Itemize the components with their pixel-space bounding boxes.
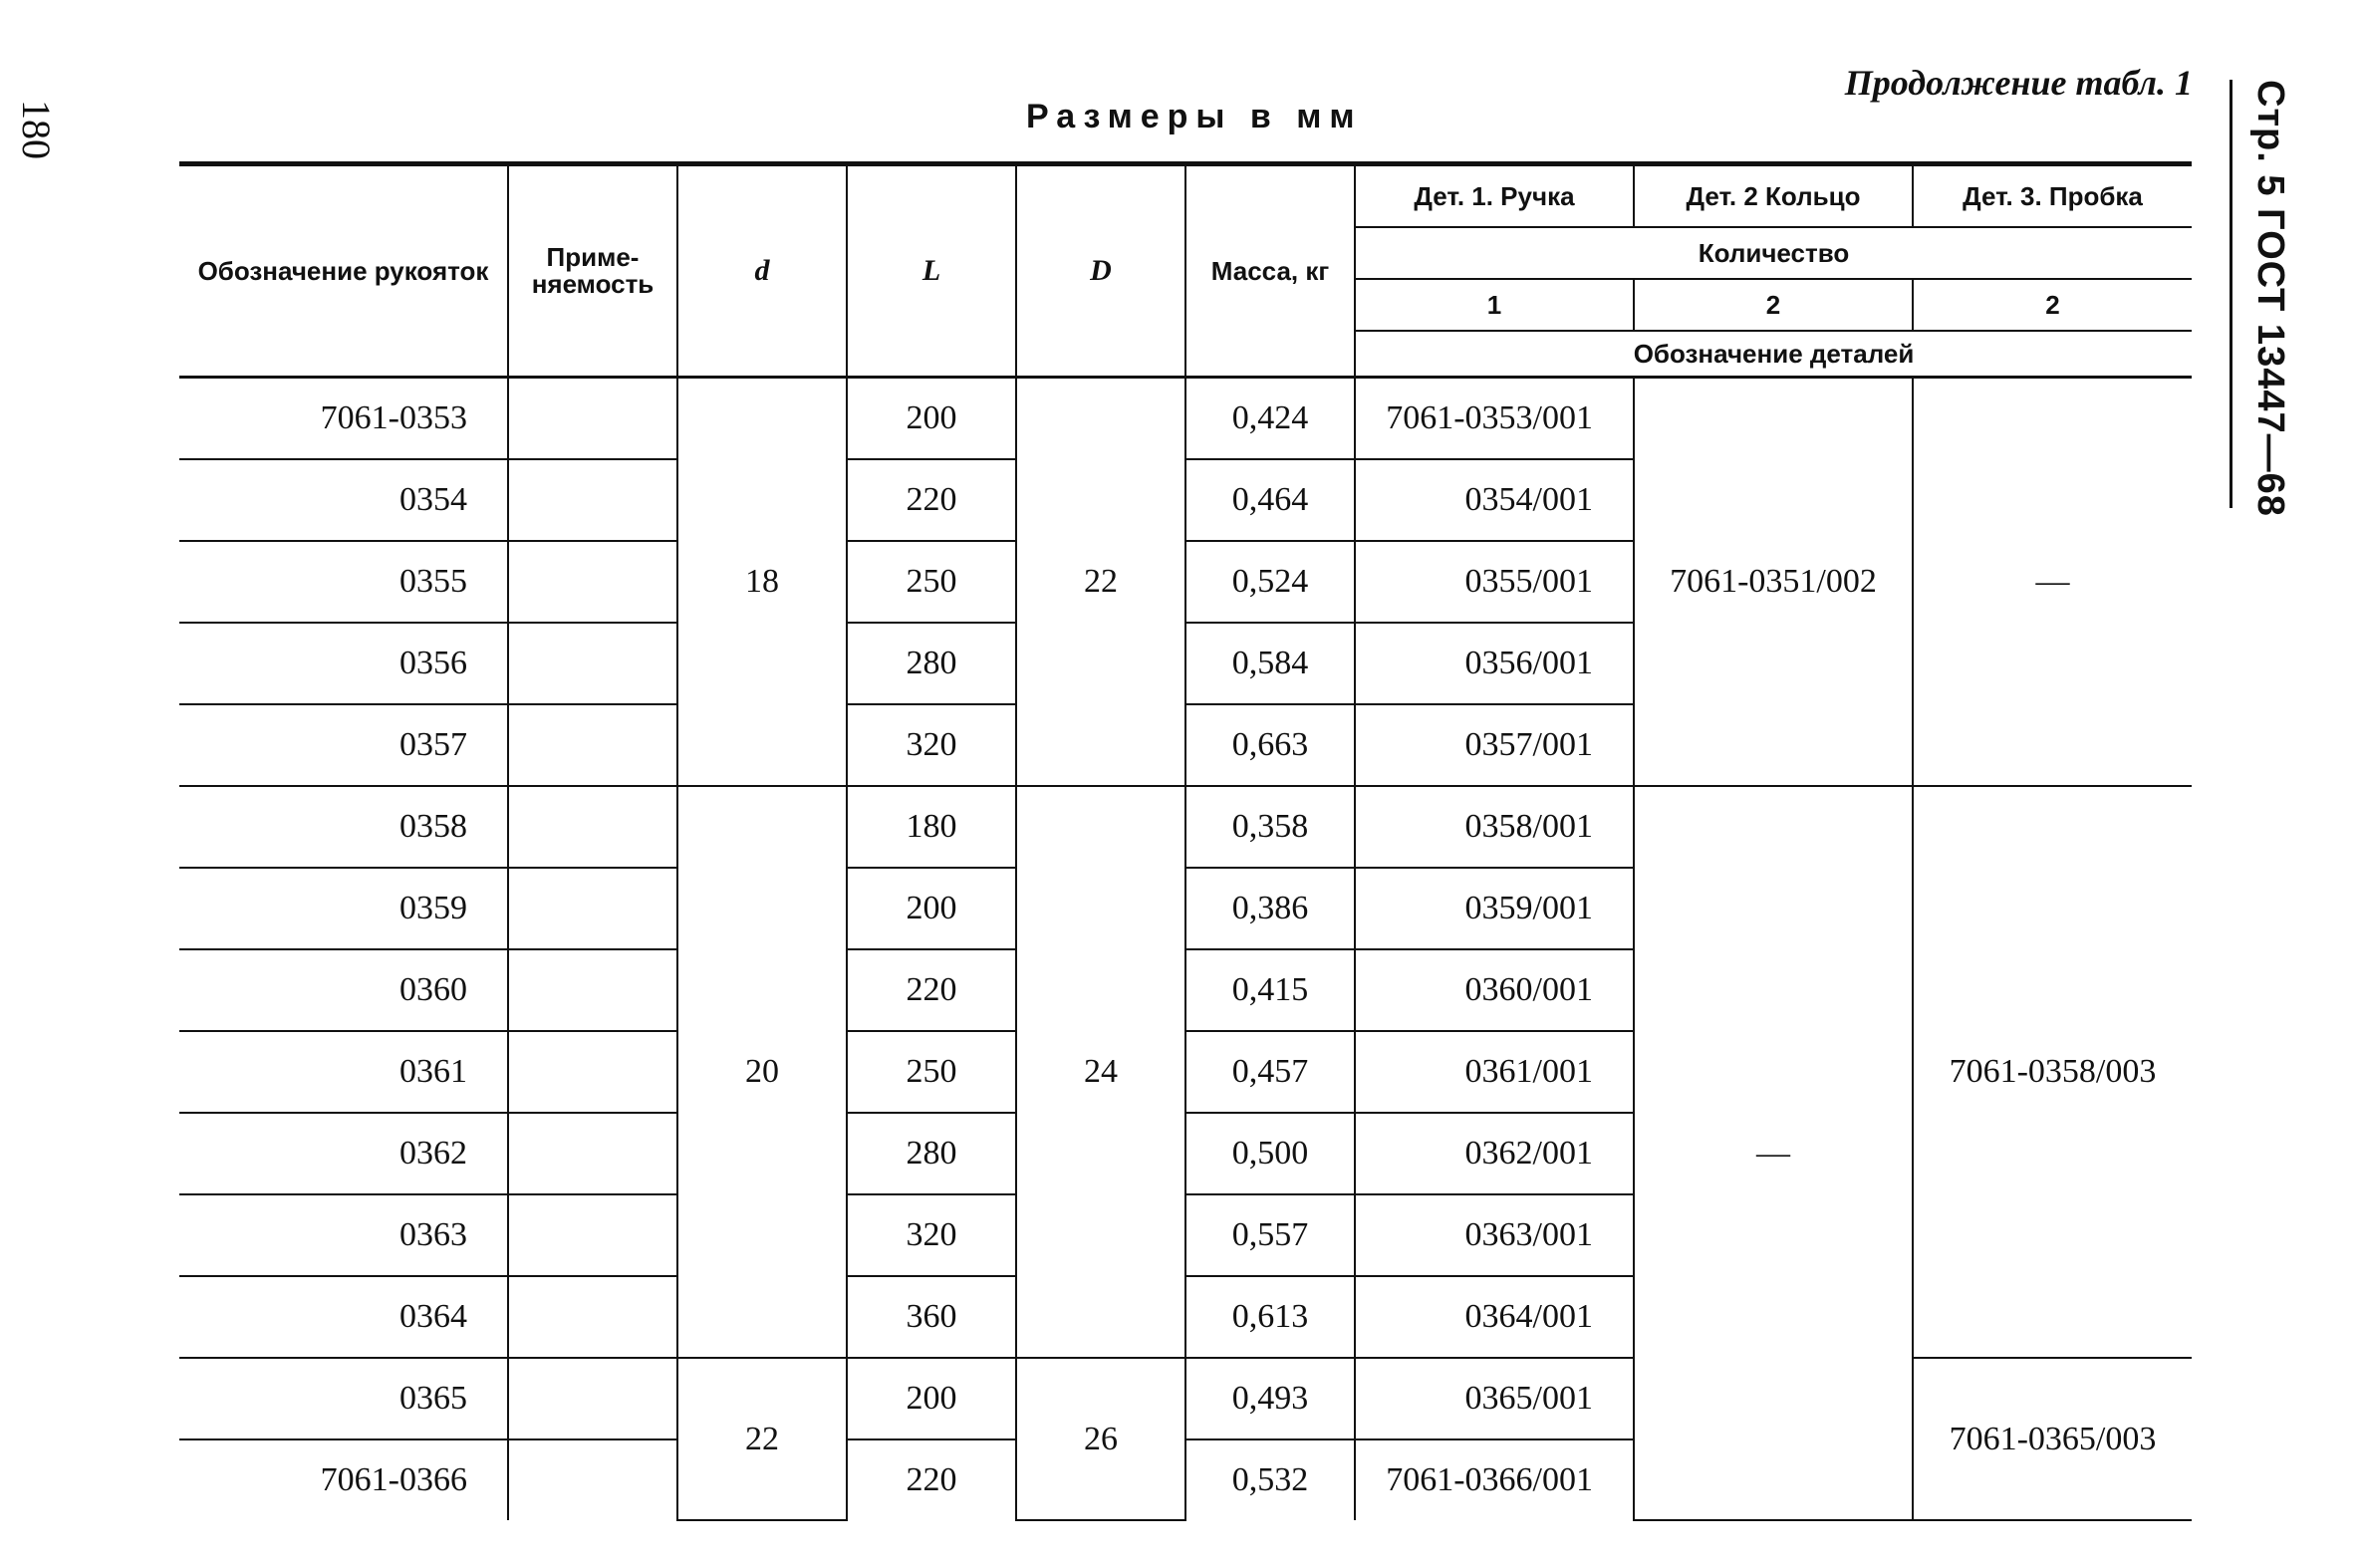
cell-mass: 0,358 bbox=[1185, 786, 1355, 868]
header-qty-2: 2 bbox=[1634, 279, 1913, 331]
table-header bbox=[179, 164, 2192, 378]
cell-applicability bbox=[508, 459, 677, 541]
cell-designation: 0354 bbox=[179, 459, 508, 541]
cell-mass: 0,457 bbox=[1185, 1031, 1355, 1113]
cell-designation: 0358 bbox=[179, 786, 508, 868]
cell-L: 200 bbox=[847, 378, 1016, 460]
cell-d: 20 bbox=[677, 786, 847, 1358]
cell-D: 22 bbox=[1016, 378, 1185, 787]
cell-mass: 0,415 bbox=[1185, 949, 1355, 1031]
cell-mass: 0,584 bbox=[1185, 623, 1355, 704]
cell-mass: 0,500 bbox=[1185, 1113, 1355, 1194]
header-mass: Масса, кг bbox=[1185, 164, 1355, 378]
cell-mass: 0,386 bbox=[1185, 868, 1355, 949]
cell-applicability bbox=[508, 1358, 677, 1439]
header-D-text: D bbox=[1090, 254, 1112, 287]
cell-applicability bbox=[508, 1194, 677, 1276]
header-L-text: L bbox=[921, 254, 941, 287]
cell-part1: 0354/001 bbox=[1355, 459, 1634, 541]
cell-applicability bbox=[508, 1113, 677, 1194]
cell-designation: 0364 bbox=[179, 1276, 508, 1358]
cell-part3: 7061-0358/003 bbox=[1913, 786, 2192, 1358]
cell-L: 200 bbox=[847, 1358, 1016, 1439]
cell-part3: — bbox=[1913, 378, 2192, 787]
cell-L: 280 bbox=[847, 1113, 1016, 1194]
header-L bbox=[847, 164, 1016, 378]
cell-L: 220 bbox=[847, 459, 1016, 541]
cell-L: 200 bbox=[847, 868, 1016, 949]
cell-applicability bbox=[508, 1439, 677, 1520]
cell-designation: 0363 bbox=[179, 1194, 508, 1276]
cell-part1: 7061-0366/001 bbox=[1355, 1439, 1634, 1520]
header-D bbox=[1016, 164, 1185, 378]
cell-part1: 0355/001 bbox=[1355, 541, 1634, 623]
cell-L: 180 bbox=[847, 786, 1016, 868]
table-body bbox=[179, 378, 2192, 1521]
cell-d: 18 bbox=[677, 378, 847, 787]
cell-D: 26 bbox=[1016, 1358, 1185, 1520]
cell-designation: 0360 bbox=[179, 949, 508, 1031]
cell-designation: 0357 bbox=[179, 704, 508, 786]
cell-applicability bbox=[508, 1031, 677, 1113]
cell-part2: — bbox=[1634, 786, 1913, 1520]
cell-L: 220 bbox=[847, 949, 1016, 1031]
cell-mass: 0,532 bbox=[1185, 1439, 1355, 1520]
cell-L: 360 bbox=[847, 1276, 1016, 1358]
header-part1: Дет. 1. Ручка bbox=[1355, 164, 1634, 228]
cell-designation: 0356 bbox=[179, 623, 508, 704]
cell-mass: 0,663 bbox=[1185, 704, 1355, 786]
cell-designation: 0361 bbox=[179, 1031, 508, 1113]
cell-part2: 7061-0351/002 bbox=[1634, 378, 1913, 787]
cell-L: 320 bbox=[847, 1194, 1016, 1276]
cell-L: 280 bbox=[847, 623, 1016, 704]
table-row bbox=[179, 378, 2192, 460]
cell-applicability bbox=[508, 786, 677, 868]
cell-applicability bbox=[508, 623, 677, 704]
header-qty-1: 1 bbox=[1355, 279, 1634, 331]
cell-part1: 0365/001 bbox=[1355, 1358, 1634, 1439]
cell-part1: 0358/001 bbox=[1355, 786, 1634, 868]
cell-applicability bbox=[508, 1276, 677, 1358]
cell-applicability bbox=[508, 704, 677, 786]
side-header: Стр. 5 ГОСТ 13447—68 bbox=[2249, 80, 2291, 517]
cell-part1: 0363/001 bbox=[1355, 1194, 1634, 1276]
header-qty-3: 2 bbox=[1913, 279, 2192, 331]
cell-part1: 0357/001 bbox=[1355, 704, 1634, 786]
cell-designation: 7061-0366 bbox=[320, 1461, 467, 1498]
cell-mass: 0,464 bbox=[1185, 459, 1355, 541]
table-row bbox=[179, 786, 2192, 868]
cell-part1: 0356/001 bbox=[1355, 623, 1634, 704]
cell-part1: 0361/001 bbox=[1355, 1031, 1634, 1113]
cell-D: 24 bbox=[1016, 786, 1185, 1358]
cell-mass: 0,613 bbox=[1185, 1276, 1355, 1358]
cell-part1: 7061-0353/001 bbox=[1355, 378, 1634, 460]
cell-designation: 0355 bbox=[179, 541, 508, 623]
cell-part1: 0364/001 bbox=[1355, 1276, 1634, 1358]
spec-table bbox=[179, 161, 2192, 1521]
cell-designation: 0362 bbox=[179, 1113, 508, 1194]
cell-L: 250 bbox=[847, 541, 1016, 623]
cell-designation: 0365 bbox=[179, 1358, 508, 1439]
header-d bbox=[677, 164, 847, 378]
cell-applicability bbox=[508, 378, 677, 460]
cell-mass: 0,424 bbox=[1185, 378, 1355, 460]
header-part3: Дет. 3. Пробка bbox=[1913, 164, 2192, 228]
cell-applicability bbox=[508, 868, 677, 949]
header-part2: Дет. 2 Кольцо bbox=[1634, 164, 1913, 228]
header-designation: Обозначение рукояток bbox=[179, 164, 508, 378]
cell-L: 220 bbox=[847, 1439, 1016, 1520]
cell-L: 250 bbox=[847, 1031, 1016, 1113]
cell-mass: 0,493 bbox=[1185, 1358, 1355, 1439]
cell-L: 320 bbox=[847, 704, 1016, 786]
cell-part1: 0362/001 bbox=[1355, 1113, 1634, 1194]
header-quantity: Количество bbox=[1355, 227, 2192, 279]
cell-applicability bbox=[508, 541, 677, 623]
side-header-rule bbox=[2230, 80, 2232, 508]
cell-applicability bbox=[508, 949, 677, 1031]
cell-part3: 7061-0365/003 bbox=[1913, 1358, 2192, 1520]
cell-mass: 0,524 bbox=[1185, 541, 1355, 623]
header-d-text: d bbox=[754, 254, 770, 287]
cell-mass: 0,557 bbox=[1185, 1194, 1355, 1276]
page-number: 180 bbox=[14, 100, 59, 159]
units-label: Размеры в мм bbox=[1026, 98, 1363, 135]
header-part-designation: Обозначение деталей bbox=[1355, 331, 2192, 378]
table-continued-label: Продолжение табл. 1 bbox=[1844, 63, 2193, 103]
cell-part1: 0360/001 bbox=[1355, 949, 1634, 1031]
cell-d: 22 bbox=[677, 1358, 847, 1520]
header-applicability: Приме- няемость bbox=[508, 164, 677, 378]
cell-designation: 7061-0353 bbox=[179, 378, 508, 460]
cell-designation: 0359 bbox=[179, 868, 508, 949]
cell-part1: 0359/001 bbox=[1355, 868, 1634, 949]
